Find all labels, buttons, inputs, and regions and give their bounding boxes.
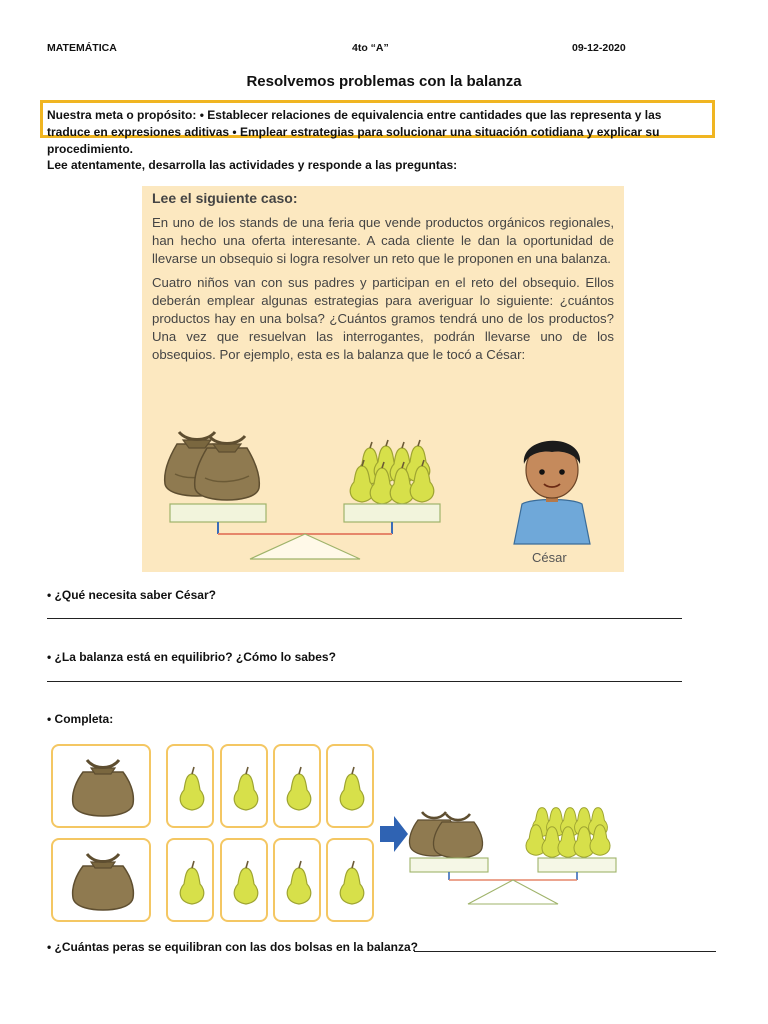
pear-icon (234, 861, 258, 904)
question-1: • ¿Qué necesita saber César? (47, 588, 216, 602)
pear-card (220, 838, 268, 922)
pear-card (326, 744, 374, 828)
bag-card (51, 744, 151, 828)
pear-icon (234, 767, 258, 810)
page-title: Resolvemos problemas con la balanza (246, 73, 522, 90)
bag-card (51, 838, 151, 922)
right-plate (344, 504, 440, 522)
balance-scene (142, 424, 624, 572)
pear-card (326, 838, 374, 922)
pear-icon (340, 767, 364, 810)
case-paragraph-1: En uno de los stands de una feria que vende productos orgánicos regionales, han hecho una oferta interesante. A cada cliente le dan la oportunidad de llevarse un obsequio si logra resolver un reto que le proponen en una balanza. (152, 215, 614, 266)
grade-label: 4to “A” (352, 42, 389, 54)
goal-text: • Establecer relaciones de equivalencia entre cantidades que las representa y las traduce en expresiones aditivas • Emplear estrategias para solucionar una situación cotidiana y explicar su procedimiento. (47, 108, 662, 156)
pear-icon (180, 861, 204, 904)
pear-card (220, 744, 268, 828)
pear-card (273, 744, 321, 828)
question-4: • ¿Cuántas peras se equilibran con las dos bolsas en la balanza? (47, 940, 418, 954)
bag-icon (73, 760, 134, 816)
arrow-right-icon (380, 816, 408, 852)
question-2: • ¿La balanza está en equilibrio? ¿Cómo lo sabes? (47, 650, 336, 664)
case-box (142, 186, 624, 572)
question-3: • Completa: (47, 712, 114, 726)
second-balance (376, 790, 636, 910)
pear-group (526, 808, 610, 858)
pear-card (166, 744, 214, 828)
goal-label: Nuestra meta o propósito: (47, 108, 197, 122)
pear-card (166, 838, 214, 922)
pear-card (273, 838, 321, 922)
instructions: Lee atentamente, desarrolla las actividades y responde a las preguntas: (47, 158, 458, 172)
balance-base (250, 534, 360, 559)
pear-icon (180, 767, 204, 810)
answer-line-1[interactable] (47, 618, 682, 619)
bag-icon (73, 854, 134, 910)
left-plate (170, 504, 266, 522)
case-heading: Lee el siguiente caso: (152, 190, 298, 206)
goal-box (40, 100, 715, 156)
pear-icon (287, 861, 311, 904)
pear-icon (340, 861, 364, 904)
answer-line-2[interactable] (47, 681, 682, 682)
pear-group (350, 440, 434, 504)
case-paragraph-2: Cuatro niños van con sus padres y participan en el reto del obsequio. Ellos deberán emplear algunas estrategias para averiguar lo siguiente: ¿cuántos productos hay en una bolsa? ¿Cuántos gramos tendrá uno de los productos? Una vez que resuelvan las interrogantes, podrán llevarse uno de los obsequios. Por ejemplo, esta es la balanza que le tocó a César: (152, 275, 614, 362)
pear-icon (287, 767, 311, 810)
subject-label: MATEMÁTICA (47, 42, 117, 54)
boy-avatar (514, 441, 590, 544)
answer-line-4[interactable] (414, 951, 716, 952)
date-label: 09-12-2020 (572, 42, 626, 54)
character-name: César (532, 550, 567, 565)
